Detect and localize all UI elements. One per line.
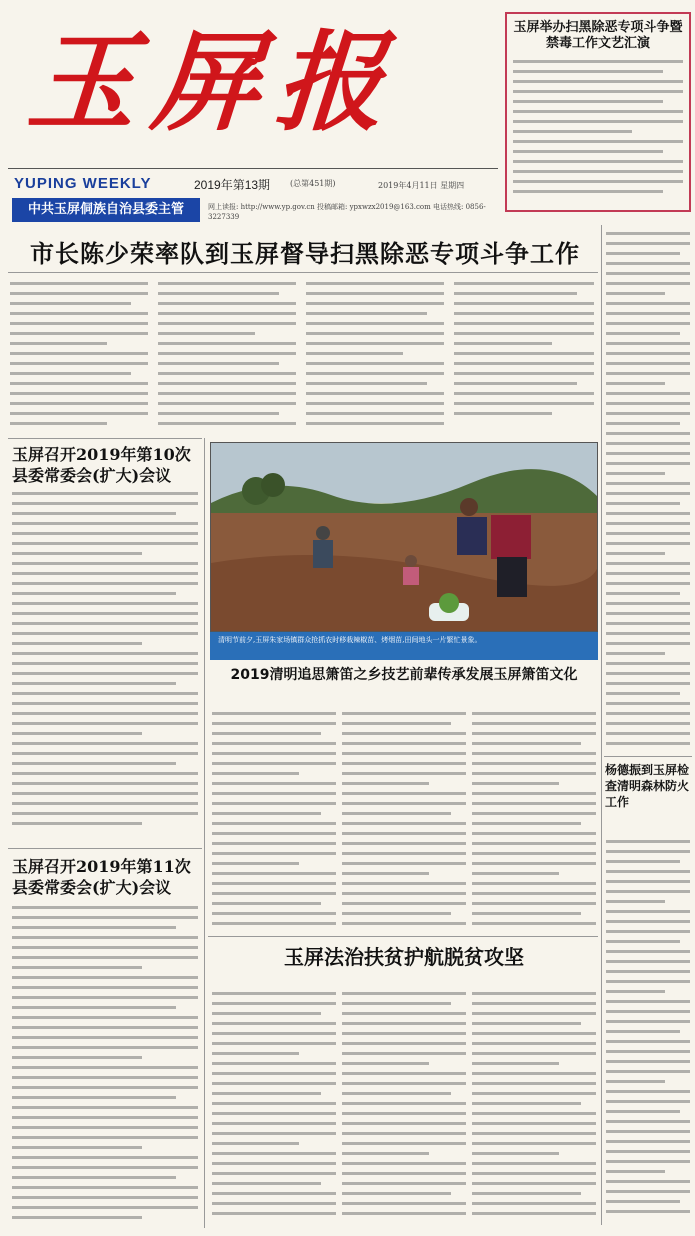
right-column-rule bbox=[601, 225, 602, 1225]
lead-rule bbox=[8, 272, 598, 273]
article-1-body bbox=[12, 492, 198, 842]
article-1-title: 玉屏召开2019年第10次县委常委会(扩大)会议 bbox=[12, 445, 191, 485]
masthead-roman: YUPING WEEKLY bbox=[14, 175, 152, 192]
lead-col-3 bbox=[306, 282, 444, 432]
masthead-info: 网上读报: http://www.yp.gov.cn 投稿邮箱: ypxwzx2019@163.com 电话热线: 0856-3227339 bbox=[208, 203, 486, 221]
a4-rule bbox=[208, 936, 598, 937]
photo-caption: 清明节前夕,玉屏朱家场镇群众抢抓农时移栽辣椒苗、烤烟苗,田间地头一片繁忙景象。 bbox=[210, 632, 598, 660]
lead-col-1 bbox=[10, 282, 148, 432]
article-3-col-2 bbox=[342, 712, 466, 932]
article-5-title: 杨德振到玉屏检查清明森林防火工作 bbox=[605, 763, 690, 809]
a1-rule bbox=[8, 438, 202, 439]
farm-field-image bbox=[211, 443, 598, 632]
article-5-body bbox=[606, 840, 690, 1220]
article-4-col-2 bbox=[342, 992, 466, 1224]
article-3-title: 2019清明追思箫笛之乡技艺前辈传承发展玉屏箫笛文化 bbox=[230, 667, 578, 683]
article-2-body bbox=[12, 906, 198, 1226]
lead-col-2 bbox=[158, 282, 296, 432]
a5-rule bbox=[604, 756, 692, 757]
edition-number: 2019年第13期 bbox=[194, 178, 271, 192]
article-4-col-1 bbox=[212, 992, 336, 1224]
left-column-rule bbox=[204, 438, 205, 1228]
lead-headline: 市长陈少荣率队到玉屏督导扫黑除恶专项斗争工作 bbox=[30, 240, 580, 268]
article-4-title: 玉屏法治扶贫护航脱贫攻坚 bbox=[284, 945, 524, 969]
sponsor-bar: 中共玉屏侗族自治县委主管 bbox=[12, 198, 200, 222]
top-right-box bbox=[505, 12, 691, 212]
masthead bbox=[8, 8, 498, 228]
edition-total: (总第451期) bbox=[290, 179, 336, 188]
top-box-body bbox=[513, 60, 683, 200]
article-2-title: 玉屏召开2019年第11次县委常委会(扩大)会议 bbox=[12, 857, 191, 897]
a2-rule bbox=[8, 848, 202, 849]
article-3-col-3 bbox=[472, 712, 596, 932]
lead-col-4 bbox=[454, 282, 594, 432]
newspaper-logo: 玉屏报 bbox=[23, 20, 405, 146]
top-box-title: 玉屏举办扫黑除恶专项斗争暨禁毒工作文艺汇演 bbox=[513, 20, 683, 51]
news-photo bbox=[210, 442, 598, 632]
article-4-col-3 bbox=[472, 992, 596, 1224]
article-3-col-1 bbox=[212, 712, 336, 932]
right-column-text bbox=[606, 232, 690, 752]
issue-date: 2019年4月11日 星期四 bbox=[378, 181, 465, 190]
masthead-divider bbox=[8, 168, 498, 169]
